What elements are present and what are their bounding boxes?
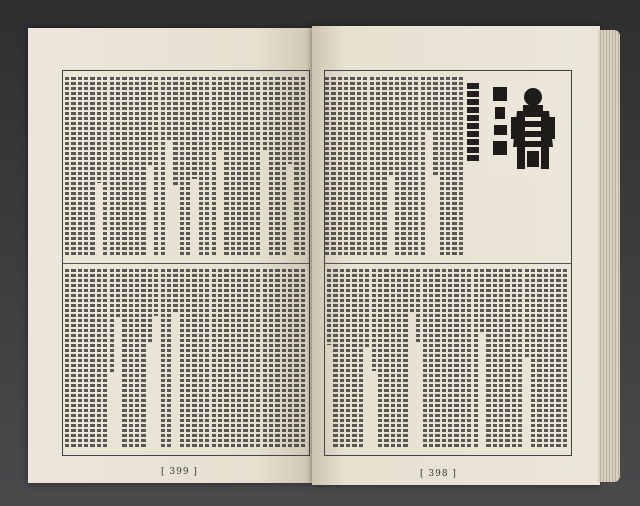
text-line [397, 269, 401, 447]
text-line [282, 77, 286, 257]
text-line [327, 269, 331, 345]
text-line [173, 269, 177, 314]
text-line [480, 269, 484, 334]
right-top-text-block [325, 77, 463, 257]
text-line [218, 269, 222, 447]
text-line [395, 77, 399, 257]
text-line [186, 77, 190, 257]
text-line [435, 269, 439, 447]
text-line [493, 269, 497, 447]
text-line [376, 77, 380, 257]
right-text-frame [324, 70, 572, 456]
text-line [537, 269, 541, 447]
text-line [110, 269, 114, 374]
left-page-number: [ 399 ] [161, 467, 198, 477]
text-line [282, 269, 286, 447]
text-line [256, 269, 260, 447]
text-line [224, 77, 228, 257]
text-line [446, 77, 450, 257]
left-page-number-value: 399 [169, 467, 190, 477]
text-line [71, 269, 75, 447]
text-line [71, 77, 75, 257]
text-line [423, 269, 427, 447]
text-line [331, 77, 335, 257]
text-line [301, 77, 305, 257]
text-line [218, 77, 222, 150]
text-line [199, 77, 203, 257]
text-line [372, 269, 376, 371]
text-line [499, 269, 503, 447]
right-page-number-value: 398 [428, 469, 449, 479]
left-page [28, 28, 312, 483]
text-line [531, 269, 535, 447]
text-line [269, 77, 273, 257]
text-line [180, 77, 184, 257]
text-line [90, 269, 94, 447]
text-line [518, 269, 522, 447]
text-line [340, 269, 344, 447]
text-line [84, 77, 88, 257]
text-line [84, 269, 88, 447]
text-line [391, 269, 395, 447]
text-line [122, 77, 126, 257]
text-line [467, 269, 471, 447]
text-line [382, 77, 386, 257]
text-line [512, 269, 516, 447]
text-line [269, 269, 273, 447]
left-top-text-block [65, 77, 305, 257]
text-line [237, 269, 241, 447]
text-line [103, 269, 107, 447]
text-line [135, 77, 139, 257]
text-line [427, 77, 431, 131]
text-line [440, 77, 444, 257]
text-line [338, 77, 342, 257]
text-line [288, 269, 292, 447]
text-line [350, 77, 354, 257]
right-page-number: [ 398 ] [420, 469, 457, 479]
right-bottom-text-block [327, 269, 567, 447]
text-line [65, 77, 69, 257]
text-line [122, 269, 126, 447]
text-line [243, 77, 247, 257]
text-line [192, 77, 196, 179]
text-line [192, 269, 196, 447]
text-line [212, 77, 216, 257]
text-line [129, 269, 133, 447]
text-line [250, 77, 254, 257]
text-line [370, 77, 374, 257]
text-line [363, 77, 367, 257]
text-line [454, 269, 458, 447]
text-line [294, 77, 298, 257]
text-line [148, 77, 152, 165]
text-line [408, 77, 412, 257]
text-line [556, 269, 560, 447]
text-line [448, 269, 452, 447]
text-line [461, 269, 465, 447]
text-line [550, 269, 554, 447]
text-line [141, 269, 145, 447]
text-line [110, 77, 114, 257]
text-line [525, 269, 529, 358]
text-line [205, 269, 209, 447]
text-line [442, 269, 446, 447]
text-line [505, 269, 509, 447]
text-line [275, 269, 279, 447]
text-line [78, 77, 82, 257]
text-line [116, 269, 120, 318]
text-line [161, 77, 165, 257]
text-line [180, 269, 184, 447]
text-line [173, 77, 177, 185]
text-line [97, 77, 101, 183]
text-line [416, 269, 420, 342]
text-line [421, 77, 425, 257]
text-line [359, 269, 363, 447]
book-page-edges [598, 30, 620, 482]
text-line [325, 77, 329, 257]
text-line [486, 269, 490, 447]
text-line [141, 77, 145, 257]
text-line [459, 77, 463, 257]
text-line [288, 77, 292, 164]
text-line [161, 269, 165, 447]
left-bottom-text-block [65, 269, 305, 447]
text-line [135, 269, 139, 447]
text-line [410, 269, 414, 314]
text-line [78, 269, 82, 447]
text-line [167, 77, 171, 140]
text-line [429, 269, 433, 447]
figure-emblem-icon [487, 81, 563, 177]
text-line [344, 77, 348, 257]
text-line [433, 77, 437, 177]
text-line [563, 269, 567, 447]
text-line [231, 269, 235, 447]
text-line [250, 269, 254, 447]
left-tier-divider [63, 263, 309, 264]
text-line [231, 77, 235, 257]
text-line [90, 77, 94, 257]
text-line [346, 269, 350, 447]
text-line [357, 77, 361, 257]
text-line [263, 77, 267, 150]
text-line [401, 77, 405, 257]
text-line [116, 77, 120, 257]
text-line [352, 269, 356, 447]
text-line [275, 77, 279, 257]
text-line [65, 269, 69, 447]
text-line [378, 269, 382, 447]
text-line [186, 269, 190, 447]
right-subheading [467, 83, 479, 163]
text-line [154, 77, 158, 257]
text-line [243, 269, 247, 447]
text-line [333, 269, 337, 447]
right-tier-divider [325, 263, 571, 264]
text-line [148, 269, 152, 342]
text-line [256, 77, 260, 257]
text-line [389, 77, 393, 177]
text-line [199, 269, 203, 447]
text-line [224, 269, 228, 447]
text-line [129, 77, 133, 257]
text-line [365, 269, 369, 348]
text-line [294, 269, 298, 447]
text-line [474, 269, 478, 447]
text-line [97, 269, 101, 447]
text-line [167, 269, 171, 447]
text-line [154, 269, 158, 316]
right-page [312, 26, 600, 485]
text-line [205, 77, 209, 257]
text-line [237, 77, 241, 257]
text-line [544, 269, 548, 447]
text-line [263, 269, 267, 447]
text-line [212, 269, 216, 447]
text-line [384, 269, 388, 447]
left-text-frame [62, 70, 310, 456]
text-line [103, 77, 107, 257]
text-line [301, 269, 305, 447]
text-line [452, 77, 456, 257]
text-line [403, 269, 407, 447]
text-line [414, 77, 418, 257]
